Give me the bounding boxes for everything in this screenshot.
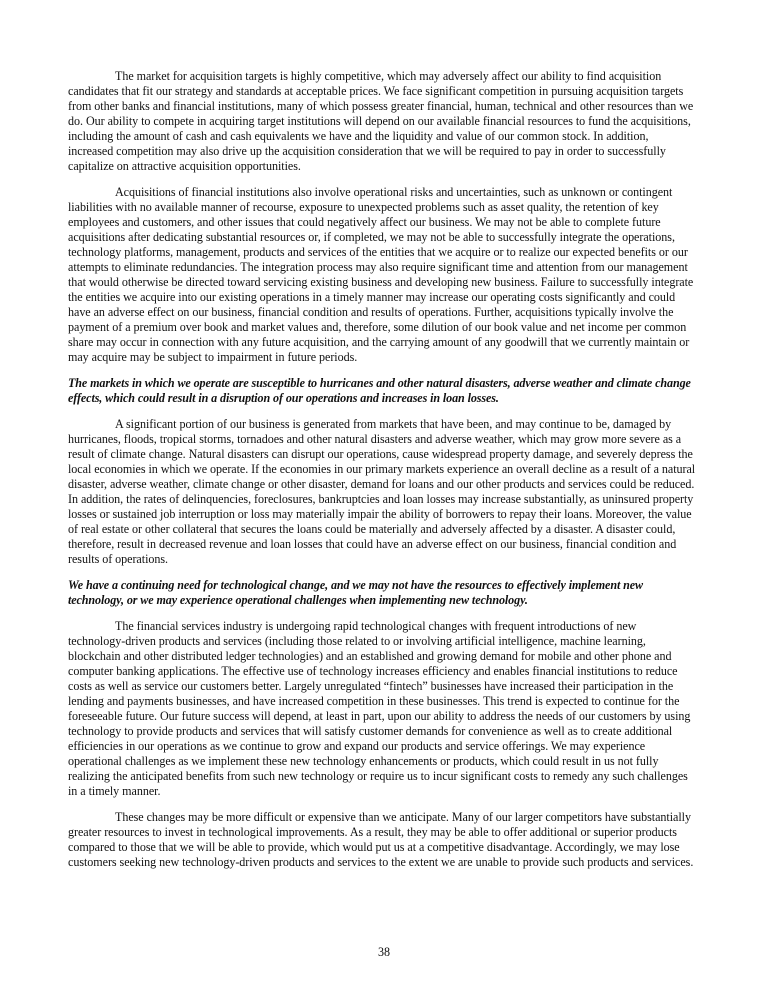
paragraph-natural-disasters: A significant portion of our business is generated from markets that have been, and may continue to be, damaged by hurricanes, floods, tropical storms, tornadoes and other natural disasters and adverse weather, which may grow more severe as a result of climate change. Natural disasters can disrupt our operations, cause widespread property damage, and severely depress the local economies in which we operate. If the economies in our primary markets experience an overall decline as a result of a natural disaster, adverse weather, climate change or other disaster, demand for loans and our other products and services could be reduced. In addition, the rates of delinquencies, foreclosures, bankruptcies and loan losses may increase substantially, as uninsured property losses or sustained job interruption or loss may materially impair the ability of borrowers to repay their loans. Moreover, the value of real estate or other collateral that secures the loans could be materially and adversely affected by a disaster. A disaster could, therefore, result in decreased revenue and loan losses that could have an adverse effect on our business, financial condition and results of operations. — [68, 417, 696, 566]
paragraph-competitors-resources: These changes may be more difficult or expensive than we anticipate. Many of our larger competitors have substantially greater resources to invest in technological improvements. As a result, they may be able to offer additional or superior products compared to those that we will be able to provide, which would put us at a competitive disadvantage. Accordingly, we may lose customers seeking new technology-driven products and services to the extent we are unable to provide such products and services. — [68, 810, 694, 869]
document-page — [68, 69, 696, 881]
paragraph-acquisition-risks: Acquisitions of financial institutions also involve operational risks and uncertainties, such as unknown or contingent liabilities with no available manner of recourse, exposure to unexpected problems such as asset quality, the retention of key employees and customers, and other issues that could negatively affect our business. We may not be able to complete future acquisitions after dedicating substantial resources or, if completed, we may not be able to successfully integrate the operations, technology platforms, management, products and services of the entities that we acquire or to realize our expected benefits or our attempts to eliminate redundancies. The integration process may also require significant time and attention from our management that would otherwise be directed toward servicing existing business and developing new business. Failure to successfully integrate the entities we acquire into our existing operations in a timely manner may increase our operating costs significantly and could have an adverse effect on our business, financial condition and results of operations. Further, acquisitions typically involve the payment of a premium over book and market values and, therefore, some dilution of our book value and net income per common share may occur in connection with any future acquisition, and the carrying amount of any goodwill that we currently maintain or may acquire may be subject to impairment in future periods. — [68, 185, 694, 364]
heading-natural-disasters: The markets in which we operate are susceptible to hurricanes and other natural disasters, adverse weather and climate change effects, which could result in a disruption of our operations and increases in loan losses. — [68, 376, 691, 405]
paragraph-technological-change: The financial services industry is undergoing rapid technological changes with frequent introductions of new technology-driven products and services (including those related to or involving artificial intelligence, machine learning, blockchain and other distributed ledger technologies) and an established and growing demand for mobile and other phone and computer banking applications. The effective use of technology increases efficiency and enables financial institutions to reduce costs as well as service our customers better. Largely unregulated “fintech” businesses have increased their participation in the lending and payments businesses, and have increased competition in these businesses. This trend is expected to continue for the foreseeable future. Our future success will depend, at least in part, upon our ability to address the needs of our customers by using technology to provide products and services that will satisfy customer demands for convenience as well as to create additional efficiencies in our operations as we continue to grow and expand our products and service offerings. We may experience operational challenges as we implement these new technology enhancements or products, which could result in us not fully realizing the anticipated benefits from such new technology or require us to incur significant costs to remedy any such challenges in a timely manner. — [68, 619, 691, 798]
page-number: 38 — [377, 945, 391, 959]
paragraph-acquisition-competition: The market for acquisition targets is highly competitive, which may adversely affect our ability to find acquisition candidates that fit our strategy and standards at acceptable prices. We face significant competition in pursuing acquisition targets from other banks and financial institutions, many of which possess greater financial, human, technical and other resources than we do. Our ability to compete in acquiring target institutions will depend on our available financial resources to fund the acquisitions, including the amount of cash and cash equivalents we have and the liquidity and value of our common stock. In addition, increased competition may also drive up the acquisition consideration that we will be required to pay in order to successfully capitalize on attractive acquisition opportunities. — [68, 69, 694, 173]
heading-technological-change: We have a continuing need for technological change, and we may not have the resources to effectively implement new technology, or we may experience operational challenges when implementing new technology. — [68, 578, 643, 607]
